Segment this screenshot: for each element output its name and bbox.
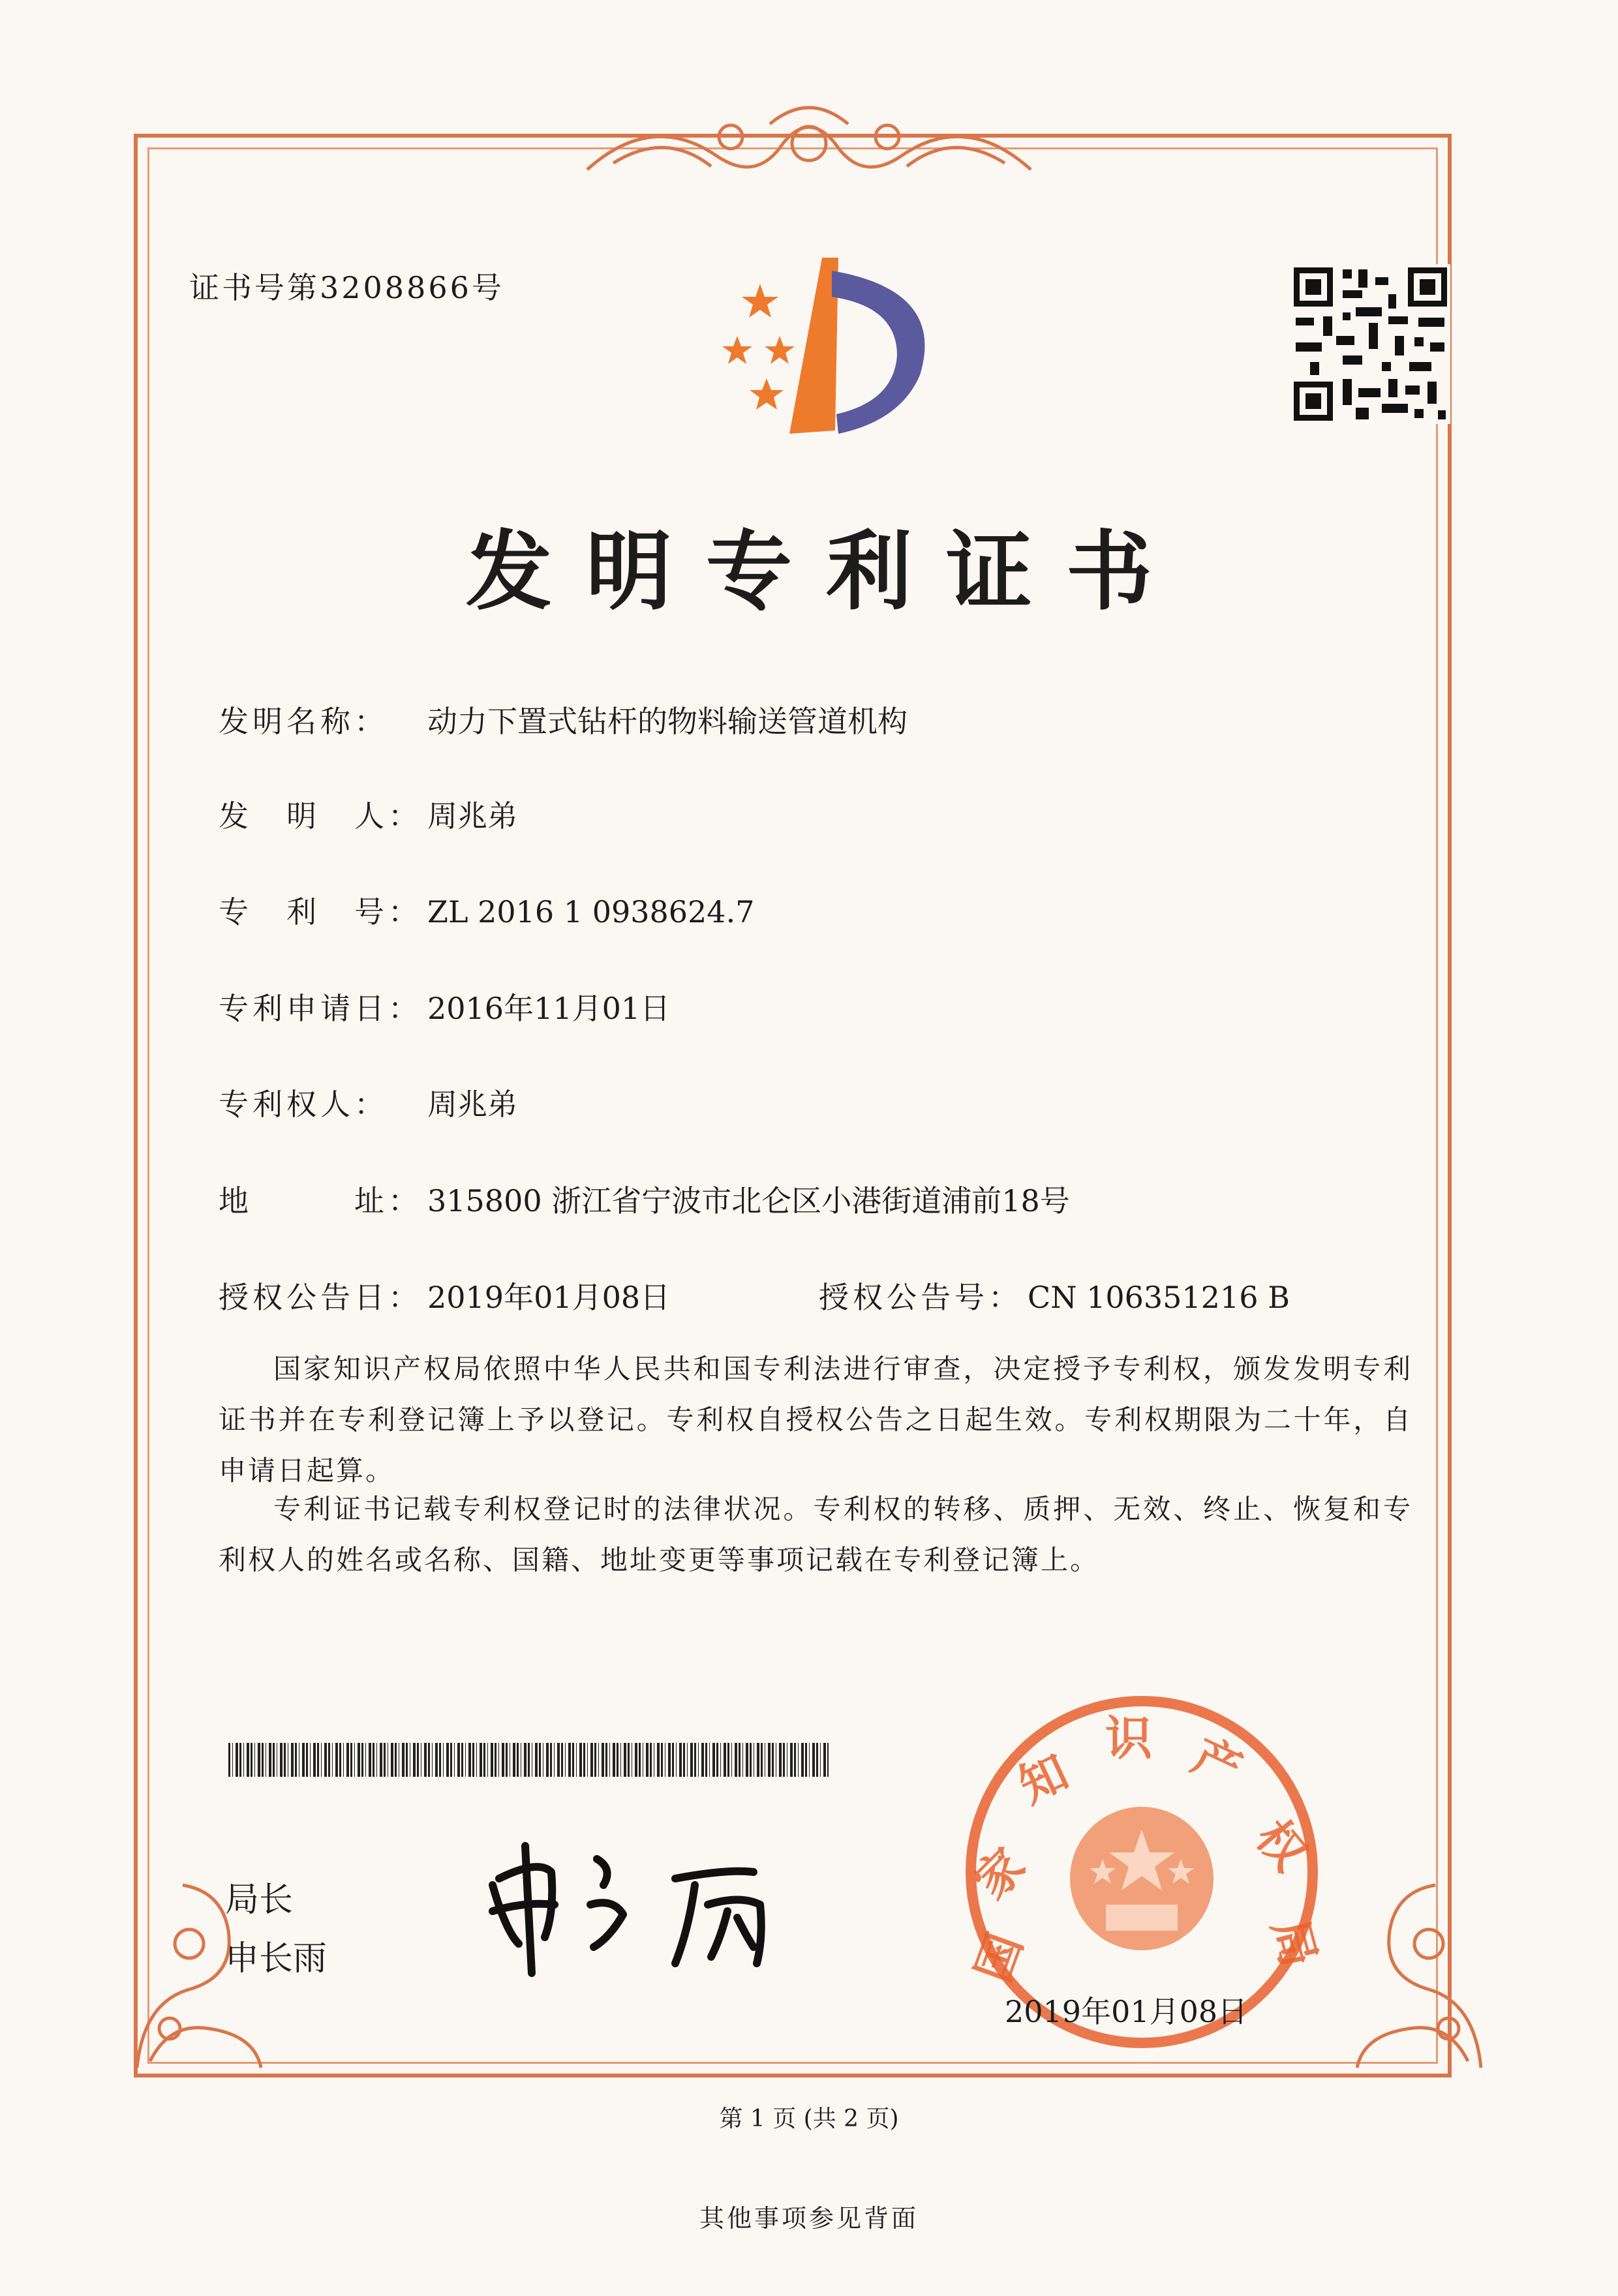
svg-text:家: 家 <box>963 1837 1036 1910</box>
field-address <box>219 1177 1070 1220</box>
grant-date-label: 授权公告日： <box>219 1280 422 1315</box>
body-paragraph-1: 国家知识产权局依照中华人民共和国专利法进行审查，决定授予专利权，颁发发明专利证书并在专利登记簿上予以登记。专利权自授权公告之日起生效。专利权期限为二十年，自申请日起算。 <box>219 1353 1412 1487</box>
address-label: 地 址： <box>219 1183 422 1218</box>
field-grant-date <box>219 1274 670 1317</box>
grant-number-label: 授权公告号： <box>819 1280 1022 1315</box>
svg-text:识: 识 <box>1105 1710 1153 1766</box>
field-filing-date <box>219 985 670 1028</box>
filing-date-label: 专利申请日： <box>219 991 422 1026</box>
body-paragraph-2: 专利证书记载专利权登记时的法律状况。专利权的转移、质押、无效、终止、恢复和专利权人的姓名或名称、国籍、地址变更等事项记载在专利登记簿上。 <box>219 1493 1412 1576</box>
patentee-label: 专利权人： <box>219 1087 388 1122</box>
field-grant-number <box>819 1274 1290 1317</box>
page-number: 第 1 页 (共 2 页) <box>719 2106 899 2132</box>
footer-note: 其他事项参见背面 <box>699 2204 919 2233</box>
top-ornament <box>574 98 1044 189</box>
certificate-title: 发明专利证书 <box>466 521 1186 622</box>
cnipa-logo-icon <box>698 245 946 440</box>
signature-icon <box>480 1833 845 1983</box>
filing-date-value: 2016年11月01日 <box>427 991 671 1026</box>
field-invention-name <box>219 698 908 741</box>
field-inventor <box>219 793 517 836</box>
svg-text:产: 产 <box>1184 1727 1251 1798</box>
qr-code-icon <box>1290 264 1450 424</box>
field-patentee <box>219 1081 517 1124</box>
bottom-right-ornament <box>1344 1872 1488 2074</box>
grant-date-value: 2019年01月08日 <box>427 1280 671 1315</box>
grant-number-value: CN 106351216 B <box>1028 1280 1290 1315</box>
svg-text:知: 知 <box>1010 1744 1076 1814</box>
barcode-icon <box>228 1743 829 1777</box>
patentee-value: 周兆弟 <box>427 1087 517 1122</box>
patent-number-label: 专 利 号： <box>219 894 422 929</box>
invention-name-label: 发明名称： <box>219 704 388 739</box>
inventor-value: 周兆弟 <box>427 798 517 834</box>
field-patent-number <box>219 888 754 931</box>
address-value: 315800 浙江省宁波市北仑区小港街道浦前18号 <box>427 1183 1070 1218</box>
inventor-label: 发 明 人： <box>219 798 422 834</box>
director-name: 申长雨 <box>225 1939 328 1978</box>
director-title: 局长 <box>225 1881 294 1920</box>
invention-name-value: 动力下置式钻杆的物料输送管道机构 <box>427 704 908 739</box>
svg-text:国: 国 <box>964 1926 1033 1989</box>
patent-number-value: ZL 2016 1 0938624.7 <box>427 894 755 929</box>
certificate-number: 证书号第3208866号 <box>189 270 504 305</box>
seal-date: 2019年01月08日 <box>1005 1994 1248 2029</box>
svg-text:权: 权 <box>1245 1809 1319 1881</box>
svg-text:局: 局 <box>1262 1912 1328 1973</box>
